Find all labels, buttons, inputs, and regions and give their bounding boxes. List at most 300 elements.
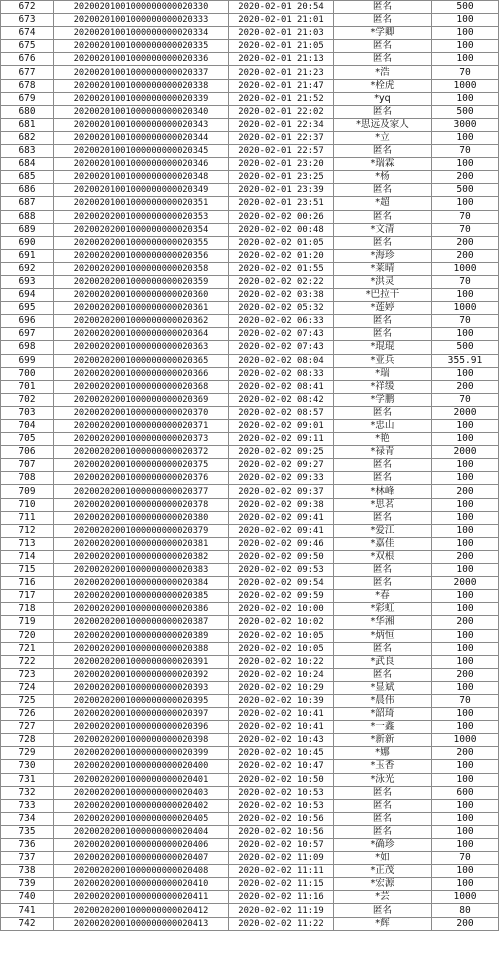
row-index-cell[interactable]: 701 — [1, 380, 54, 393]
amount-cell[interactable]: 70 — [432, 275, 499, 288]
timestamp-cell[interactable]: 2020-02-01 23:20 — [229, 158, 334, 171]
order-number-cell[interactable]: 20200201001000000000020330 — [54, 1, 229, 14]
row-index-cell[interactable]: 718 — [1, 603, 54, 616]
timestamp-cell[interactable]: 2020-02-02 10:45 — [229, 747, 334, 760]
amount-cell[interactable]: 3000 — [432, 118, 499, 131]
order-number-cell[interactable]: 20200202001000000000020393 — [54, 681, 229, 694]
order-number-cell[interactable]: 20200201001000000000020346 — [54, 158, 229, 171]
order-number-cell[interactable]: 20200202001000000000020382 — [54, 550, 229, 563]
order-number-cell[interactable]: 20200201001000000000020336 — [54, 53, 229, 66]
amount-cell[interactable]: 355.91 — [432, 354, 499, 367]
timestamp-cell[interactable]: 2020-02-02 10:24 — [229, 668, 334, 681]
order-number-cell[interactable]: 20200202001000000000020398 — [54, 734, 229, 747]
timestamp-cell[interactable]: 2020-02-01 21:01 — [229, 14, 334, 27]
timestamp-cell[interactable]: 2020-02-02 10:41 — [229, 721, 334, 734]
amount-cell[interactable]: 70 — [432, 66, 499, 79]
amount-cell[interactable]: 100 — [432, 708, 499, 721]
row-index-cell[interactable]: 696 — [1, 315, 54, 328]
timestamp-cell[interactable]: 2020-02-02 10:53 — [229, 799, 334, 812]
row-index-cell[interactable]: 742 — [1, 917, 54, 930]
amount-cell[interactable]: 200 — [432, 747, 499, 760]
amount-cell[interactable]: 100 — [432, 629, 499, 642]
row-index-cell[interactable]: 689 — [1, 223, 54, 236]
donor-name-cell[interactable]: *新新 — [334, 734, 432, 747]
donor-name-cell[interactable]: *杨 — [334, 171, 432, 184]
order-number-cell[interactable]: 20200202001000000000020362 — [54, 315, 229, 328]
row-index-cell[interactable]: 712 — [1, 524, 54, 537]
order-number-cell[interactable]: 20200202001000000000020370 — [54, 406, 229, 419]
order-number-cell[interactable]: 20200202001000000000020366 — [54, 367, 229, 380]
order-number-cell[interactable]: 20200201001000000000020334 — [54, 27, 229, 40]
timestamp-cell[interactable]: 2020-02-02 00:26 — [229, 210, 334, 223]
amount-cell[interactable]: 100 — [432, 773, 499, 786]
timestamp-cell[interactable]: 2020-02-02 03:38 — [229, 289, 334, 302]
donor-name-cell[interactable]: *辉 — [334, 917, 432, 930]
donor-name-cell[interactable]: *海珍 — [334, 249, 432, 262]
amount-cell[interactable]: 2000 — [432, 446, 499, 459]
row-index-cell[interactable]: 730 — [1, 760, 54, 773]
donor-name-cell[interactable]: *洪灵 — [334, 275, 432, 288]
order-number-cell[interactable]: 20200202001000000000020373 — [54, 433, 229, 446]
amount-cell[interactable]: 500 — [432, 105, 499, 118]
donor-name-cell[interactable]: 匿名 — [334, 459, 432, 472]
donor-name-cell[interactable]: 匿名 — [334, 406, 432, 419]
order-number-cell[interactable]: 20200201001000000000020349 — [54, 184, 229, 197]
order-number-cell[interactable]: 20200201001000000000020348 — [54, 171, 229, 184]
row-index-cell[interactable]: 694 — [1, 289, 54, 302]
timestamp-cell[interactable]: 2020-02-02 08:41 — [229, 380, 334, 393]
timestamp-cell[interactable]: 2020-02-02 07:43 — [229, 328, 334, 341]
timestamp-cell[interactable]: 2020-02-01 20:54 — [229, 1, 334, 14]
timestamp-cell[interactable]: 2020-02-02 09:50 — [229, 550, 334, 563]
amount-cell[interactable]: 200 — [432, 380, 499, 393]
order-number-cell[interactable]: 20200202001000000000020377 — [54, 485, 229, 498]
row-index-cell[interactable]: 735 — [1, 825, 54, 838]
donor-name-cell[interactable]: *栓虎 — [334, 79, 432, 92]
donor-name-cell[interactable]: *如 — [334, 852, 432, 865]
row-index-cell[interactable]: 691 — [1, 249, 54, 262]
timestamp-cell[interactable]: 2020-02-02 09:54 — [229, 577, 334, 590]
donor-name-cell[interactable]: *瑞 — [334, 367, 432, 380]
timestamp-cell[interactable]: 2020-02-01 23:51 — [229, 197, 334, 210]
order-number-cell[interactable]: 20200202001000000000020403 — [54, 786, 229, 799]
order-number-cell[interactable]: 20200202001000000000020372 — [54, 446, 229, 459]
row-index-cell[interactable]: 675 — [1, 40, 54, 53]
order-number-cell[interactable]: 20200202001000000000020411 — [54, 891, 229, 904]
timestamp-cell[interactable]: 2020-02-02 10:02 — [229, 616, 334, 629]
timestamp-cell[interactable]: 2020-02-02 11:11 — [229, 865, 334, 878]
row-index-cell[interactable]: 727 — [1, 721, 54, 734]
donor-name-cell[interactable]: *忠山 — [334, 420, 432, 433]
order-number-cell[interactable]: 20200202001000000000020353 — [54, 210, 229, 223]
donor-name-cell[interactable]: 匿名 — [334, 642, 432, 655]
timestamp-cell[interactable]: 2020-02-02 09:41 — [229, 524, 334, 537]
timestamp-cell[interactable]: 2020-02-02 10:50 — [229, 773, 334, 786]
amount-cell[interactable]: 100 — [432, 590, 499, 603]
row-index-cell[interactable]: 723 — [1, 668, 54, 681]
row-index-cell[interactable]: 693 — [1, 275, 54, 288]
order-number-cell[interactable]: 20200202001000000000020397 — [54, 708, 229, 721]
donor-name-cell[interactable]: *晨伟 — [334, 694, 432, 707]
donor-name-cell[interactable]: *莱晴 — [334, 262, 432, 275]
amount-cell[interactable]: 100 — [432, 511, 499, 524]
amount-cell[interactable]: 100 — [432, 328, 499, 341]
timestamp-cell[interactable]: 2020-02-02 08:57 — [229, 406, 334, 419]
amount-cell[interactable]: 100 — [432, 289, 499, 302]
donor-name-cell[interactable]: *思茗 — [334, 498, 432, 511]
order-number-cell[interactable]: 20200201001000000000020351 — [54, 197, 229, 210]
timestamp-cell[interactable]: 2020-02-02 11:15 — [229, 878, 334, 891]
timestamp-cell[interactable]: 2020-02-02 10:22 — [229, 655, 334, 668]
donor-name-cell[interactable]: 匿名 — [334, 184, 432, 197]
donor-name-cell[interactable]: *学卿 — [334, 27, 432, 40]
row-index-cell[interactable]: 702 — [1, 393, 54, 406]
timestamp-cell[interactable]: 2020-02-01 22:57 — [229, 145, 334, 158]
order-number-cell[interactable]: 20200202001000000000020387 — [54, 616, 229, 629]
row-index-cell[interactable]: 733 — [1, 799, 54, 812]
order-number-cell[interactable]: 20200202001000000000020399 — [54, 747, 229, 760]
amount-cell[interactable]: 1000 — [432, 891, 499, 904]
row-index-cell[interactable]: 679 — [1, 92, 54, 105]
order-number-cell[interactable]: 20200201001000000000020343 — [54, 118, 229, 131]
order-number-cell[interactable]: 20200201001000000000020335 — [54, 40, 229, 53]
donor-name-cell[interactable]: 匿名 — [334, 786, 432, 799]
amount-cell[interactable]: 100 — [432, 27, 499, 40]
timestamp-cell[interactable]: 2020-02-01 22:34 — [229, 118, 334, 131]
amount-cell[interactable]: 100 — [432, 498, 499, 511]
amount-cell[interactable]: 100 — [432, 197, 499, 210]
amount-cell[interactable]: 100 — [432, 433, 499, 446]
donor-name-cell[interactable]: 匿名 — [334, 564, 432, 577]
donor-name-cell[interactable]: *禄青 — [334, 446, 432, 459]
row-index-cell[interactable]: 710 — [1, 498, 54, 511]
amount-cell[interactable]: 100 — [432, 537, 499, 550]
donor-name-cell[interactable]: *立 — [334, 131, 432, 144]
amount-cell[interactable]: 100 — [432, 40, 499, 53]
timestamp-cell[interactable]: 2020-02-02 09:11 — [229, 433, 334, 446]
amount-cell[interactable]: 100 — [432, 655, 499, 668]
donor-name-cell[interactable]: 匿名 — [334, 105, 432, 118]
amount-cell[interactable]: 1000 — [432, 79, 499, 92]
amount-cell[interactable]: 100 — [432, 459, 499, 472]
timestamp-cell[interactable]: 2020-02-02 08:04 — [229, 354, 334, 367]
donor-name-cell[interactable]: *一鑫 — [334, 721, 432, 734]
timestamp-cell[interactable]: 2020-02-02 00:48 — [229, 223, 334, 236]
order-number-cell[interactable]: 20200202001000000000020355 — [54, 236, 229, 249]
order-number-cell[interactable]: 20200202001000000000020369 — [54, 393, 229, 406]
amount-cell[interactable]: 1000 — [432, 302, 499, 315]
row-index-cell[interactable]: 686 — [1, 184, 54, 197]
order-number-cell[interactable]: 20200202001000000000020392 — [54, 668, 229, 681]
row-index-cell[interactable]: 687 — [1, 197, 54, 210]
row-index-cell[interactable]: 673 — [1, 14, 54, 27]
row-index-cell[interactable]: 680 — [1, 105, 54, 118]
row-index-cell[interactable]: 674 — [1, 27, 54, 40]
order-number-cell[interactable]: 20200202001000000000020371 — [54, 420, 229, 433]
row-index-cell[interactable]: 728 — [1, 734, 54, 747]
amount-cell[interactable]: 200 — [432, 236, 499, 249]
row-index-cell[interactable]: 715 — [1, 564, 54, 577]
amount-cell[interactable]: 200 — [432, 171, 499, 184]
order-number-cell[interactable]: 20200202001000000000020413 — [54, 917, 229, 930]
timestamp-cell[interactable]: 2020-02-02 11:16 — [229, 891, 334, 904]
row-index-cell[interactable]: 697 — [1, 328, 54, 341]
timestamp-cell[interactable]: 2020-02-02 09:37 — [229, 485, 334, 498]
row-index-cell[interactable]: 724 — [1, 681, 54, 694]
amount-cell[interactable]: 100 — [432, 420, 499, 433]
donor-name-cell[interactable]: *嘉佳 — [334, 537, 432, 550]
amount-cell[interactable]: 80 — [432, 904, 499, 917]
donor-name-cell[interactable]: 匿名 — [334, 799, 432, 812]
order-number-cell[interactable]: 20200202001000000000020401 — [54, 773, 229, 786]
timestamp-cell[interactable]: 2020-02-02 10:39 — [229, 694, 334, 707]
order-number-cell[interactable]: 20200202001000000000020358 — [54, 262, 229, 275]
donor-name-cell[interactable]: *超 — [334, 197, 432, 210]
row-index-cell[interactable]: 695 — [1, 302, 54, 315]
amount-cell[interactable]: 100 — [432, 53, 499, 66]
timestamp-cell[interactable]: 2020-02-02 11:22 — [229, 917, 334, 930]
amount-cell[interactable]: 200 — [432, 249, 499, 262]
donor-name-cell[interactable]: *祥缓 — [334, 380, 432, 393]
timestamp-cell[interactable]: 2020-02-02 09:59 — [229, 590, 334, 603]
order-number-cell[interactable]: 20200202001000000000020400 — [54, 760, 229, 773]
amount-cell[interactable]: 70 — [432, 694, 499, 707]
row-index-cell[interactable]: 681 — [1, 118, 54, 131]
row-index-cell[interactable]: 722 — [1, 655, 54, 668]
row-index-cell[interactable]: 738 — [1, 865, 54, 878]
timestamp-cell[interactable]: 2020-02-02 08:42 — [229, 393, 334, 406]
row-index-cell[interactable]: 676 — [1, 53, 54, 66]
order-number-cell[interactable]: 20200202001000000000020383 — [54, 564, 229, 577]
row-index-cell[interactable]: 739 — [1, 878, 54, 891]
amount-cell[interactable]: 500 — [432, 1, 499, 14]
donor-name-cell[interactable]: *宏源 — [334, 878, 432, 891]
donor-name-cell[interactable]: 匿名 — [334, 145, 432, 158]
donor-name-cell[interactable]: *泳光 — [334, 773, 432, 786]
row-index-cell[interactable]: 717 — [1, 590, 54, 603]
donor-name-cell[interactable]: *林峰 — [334, 485, 432, 498]
donor-name-cell[interactable]: 匿名 — [334, 511, 432, 524]
order-number-cell[interactable]: 20200201001000000000020339 — [54, 92, 229, 105]
donor-name-cell[interactable]: *玉香 — [334, 760, 432, 773]
amount-cell[interactable]: 100 — [432, 681, 499, 694]
donor-name-cell[interactable]: *瑞霖 — [334, 158, 432, 171]
order-number-cell[interactable]: 20200202001000000000020364 — [54, 328, 229, 341]
timestamp-cell[interactable]: 2020-02-02 10:56 — [229, 825, 334, 838]
amount-cell[interactable]: 100 — [432, 14, 499, 27]
amount-cell[interactable]: 70 — [432, 852, 499, 865]
timestamp-cell[interactable]: 2020-02-02 10:57 — [229, 839, 334, 852]
order-number-cell[interactable]: 20200202001000000000020406 — [54, 839, 229, 852]
donor-name-cell[interactable]: 匿名 — [334, 668, 432, 681]
donor-name-cell[interactable]: 匿名 — [334, 472, 432, 485]
amount-cell[interactable]: 100 — [432, 158, 499, 171]
order-number-cell[interactable]: 20200202001000000000020378 — [54, 498, 229, 511]
order-number-cell[interactable]: 20200201001000000000020340 — [54, 105, 229, 118]
order-number-cell[interactable]: 20200202001000000000020368 — [54, 380, 229, 393]
row-index-cell[interactable]: 704 — [1, 420, 54, 433]
order-number-cell[interactable]: 20200202001000000000020385 — [54, 590, 229, 603]
row-index-cell[interactable]: 706 — [1, 446, 54, 459]
donor-name-cell[interactable]: *yq — [334, 92, 432, 105]
row-index-cell[interactable]: 692 — [1, 262, 54, 275]
timestamp-cell[interactable]: 2020-02-02 01:05 — [229, 236, 334, 249]
donor-name-cell[interactable]: 匿名 — [334, 904, 432, 917]
amount-cell[interactable]: 70 — [432, 145, 499, 158]
row-index-cell[interactable]: 685 — [1, 171, 54, 184]
row-index-cell[interactable]: 716 — [1, 577, 54, 590]
donor-name-cell[interactable]: *爱江 — [334, 524, 432, 537]
timestamp-cell[interactable]: 2020-02-01 21:23 — [229, 66, 334, 79]
amount-cell[interactable]: 100 — [432, 524, 499, 537]
row-index-cell[interactable]: 678 — [1, 79, 54, 92]
amount-cell[interactable]: 70 — [432, 210, 499, 223]
donor-name-cell[interactable]: *艳 — [334, 433, 432, 446]
donor-name-cell[interactable]: *华湘 — [334, 616, 432, 629]
order-number-cell[interactable]: 20200202001000000000020379 — [54, 524, 229, 537]
amount-cell[interactable]: 500 — [432, 184, 499, 197]
order-number-cell[interactable]: 20200202001000000000020389 — [54, 629, 229, 642]
row-index-cell[interactable]: 705 — [1, 433, 54, 446]
timestamp-cell[interactable]: 2020-02-01 21:03 — [229, 27, 334, 40]
row-index-cell[interactable]: 734 — [1, 812, 54, 825]
order-number-cell[interactable]: 20200202001000000000020410 — [54, 878, 229, 891]
order-number-cell[interactable]: 20200202001000000000020360 — [54, 289, 229, 302]
row-index-cell[interactable]: 737 — [1, 852, 54, 865]
timestamp-cell[interactable]: 2020-02-02 10:43 — [229, 734, 334, 747]
amount-cell[interactable]: 100 — [432, 799, 499, 812]
row-index-cell[interactable]: 725 — [1, 694, 54, 707]
donor-name-cell[interactable]: *亚兵 — [334, 354, 432, 367]
row-index-cell[interactable]: 740 — [1, 891, 54, 904]
timestamp-cell[interactable]: 2020-02-02 01:55 — [229, 262, 334, 275]
amount-cell[interactable]: 100 — [432, 92, 499, 105]
timestamp-cell[interactable]: 2020-02-02 06:33 — [229, 315, 334, 328]
row-index-cell[interactable]: 726 — [1, 708, 54, 721]
donor-name-cell[interactable]: *巴拉干 — [334, 289, 432, 302]
donor-name-cell[interactable]: *娜 — [334, 747, 432, 760]
row-index-cell[interactable]: 688 — [1, 210, 54, 223]
amount-cell[interactable]: 200 — [432, 550, 499, 563]
donor-name-cell[interactable]: 匿名 — [334, 210, 432, 223]
donor-name-cell[interactable]: 匿名 — [334, 315, 432, 328]
amount-cell[interactable]: 1000 — [432, 262, 499, 275]
row-index-cell[interactable]: 711 — [1, 511, 54, 524]
row-index-cell[interactable]: 741 — [1, 904, 54, 917]
amount-cell[interactable]: 70 — [432, 393, 499, 406]
donor-name-cell[interactable]: 匿名 — [334, 1, 432, 14]
order-number-cell[interactable]: 20200202001000000000020391 — [54, 655, 229, 668]
donor-name-cell[interactable]: *学鹏 — [334, 393, 432, 406]
row-index-cell[interactable]: 721 — [1, 642, 54, 655]
amount-cell[interactable]: 600 — [432, 786, 499, 799]
donor-name-cell[interactable]: *显斌 — [334, 681, 432, 694]
donor-name-cell[interactable]: *炳恒 — [334, 629, 432, 642]
donor-name-cell[interactable]: *正茂 — [334, 865, 432, 878]
timestamp-cell[interactable]: 2020-02-02 10:53 — [229, 786, 334, 799]
amount-cell[interactable]: 100 — [432, 878, 499, 891]
row-index-cell[interactable]: 672 — [1, 1, 54, 14]
order-number-cell[interactable]: 20200202001000000000020361 — [54, 302, 229, 315]
row-index-cell[interactable]: 683 — [1, 145, 54, 158]
amount-cell[interactable]: 100 — [432, 564, 499, 577]
amount-cell[interactable]: 100 — [432, 603, 499, 616]
amount-cell[interactable]: 200 — [432, 616, 499, 629]
row-index-cell[interactable]: 698 — [1, 341, 54, 354]
order-number-cell[interactable]: 20200201001000000000020345 — [54, 145, 229, 158]
order-number-cell[interactable]: 20200202001000000000020356 — [54, 249, 229, 262]
donor-name-cell[interactable]: *彩虹 — [334, 603, 432, 616]
timestamp-cell[interactable]: 2020-02-01 23:39 — [229, 184, 334, 197]
timestamp-cell[interactable]: 2020-02-02 11:19 — [229, 904, 334, 917]
donor-name-cell[interactable]: *芸 — [334, 891, 432, 904]
order-number-cell[interactable]: 20200202001000000000020375 — [54, 459, 229, 472]
row-index-cell[interactable]: 714 — [1, 550, 54, 563]
order-number-cell[interactable]: 20200202001000000000020396 — [54, 721, 229, 734]
amount-cell[interactable]: 1000 — [432, 734, 499, 747]
donor-name-cell[interactable]: *武良 — [334, 655, 432, 668]
timestamp-cell[interactable]: 2020-02-02 09:01 — [229, 420, 334, 433]
donor-name-cell[interactable]: 匿名 — [334, 236, 432, 249]
amount-cell[interactable]: 100 — [432, 721, 499, 734]
amount-cell[interactable]: 100 — [432, 865, 499, 878]
amount-cell[interactable]: 100 — [432, 825, 499, 838]
order-number-cell[interactable]: 20200201001000000000020333 — [54, 14, 229, 27]
row-index-cell[interactable]: 677 — [1, 66, 54, 79]
amount-cell[interactable]: 70 — [432, 315, 499, 328]
order-number-cell[interactable]: 20200202001000000000020376 — [54, 472, 229, 485]
donor-name-cell[interactable]: *确珍 — [334, 839, 432, 852]
order-number-cell[interactable]: 20200202001000000000020363 — [54, 341, 229, 354]
timestamp-cell[interactable]: 2020-02-02 10:05 — [229, 642, 334, 655]
donor-name-cell[interactable]: *春 — [334, 590, 432, 603]
timestamp-cell[interactable]: 2020-02-02 08:33 — [229, 367, 334, 380]
order-number-cell[interactable]: 20200202001000000000020381 — [54, 537, 229, 550]
order-number-cell[interactable]: 20200202001000000000020405 — [54, 812, 229, 825]
row-index-cell[interactable]: 684 — [1, 158, 54, 171]
timestamp-cell[interactable]: 2020-02-01 21:13 — [229, 53, 334, 66]
timestamp-cell[interactable]: 2020-02-02 10:56 — [229, 812, 334, 825]
timestamp-cell[interactable]: 2020-02-01 23:25 — [229, 171, 334, 184]
row-index-cell[interactable]: 708 — [1, 472, 54, 485]
donor-name-cell[interactable]: 匿名 — [334, 825, 432, 838]
amount-cell[interactable]: 100 — [432, 642, 499, 655]
timestamp-cell[interactable]: 2020-02-02 09:27 — [229, 459, 334, 472]
row-index-cell[interactable]: 707 — [1, 459, 54, 472]
amount-cell[interactable]: 100 — [432, 367, 499, 380]
order-number-cell[interactable]: 20200202001000000000020395 — [54, 694, 229, 707]
amount-cell[interactable]: 200 — [432, 917, 499, 930]
timestamp-cell[interactable]: 2020-02-02 10:41 — [229, 708, 334, 721]
donor-name-cell[interactable]: 匿名 — [334, 812, 432, 825]
row-index-cell[interactable]: 690 — [1, 236, 54, 249]
order-number-cell[interactable]: 20200202001000000000020380 — [54, 511, 229, 524]
order-number-cell[interactable]: 20200201001000000000020344 — [54, 131, 229, 144]
donor-name-cell[interactable]: 匿名 — [334, 577, 432, 590]
timestamp-cell[interactable]: 2020-02-01 21:47 — [229, 79, 334, 92]
amount-cell[interactable]: 100 — [432, 760, 499, 773]
amount-cell[interactable]: 200 — [432, 668, 499, 681]
timestamp-cell[interactable]: 2020-02-02 11:09 — [229, 852, 334, 865]
timestamp-cell[interactable]: 2020-02-02 05:32 — [229, 302, 334, 315]
donor-name-cell[interactable]: 匿名 — [334, 53, 432, 66]
order-number-cell[interactable]: 20200202001000000000020388 — [54, 642, 229, 655]
order-number-cell[interactable]: 20200202001000000000020365 — [54, 354, 229, 367]
order-number-cell[interactable]: 20200201001000000000020338 — [54, 79, 229, 92]
donor-name-cell[interactable]: *思远及家人 — [334, 118, 432, 131]
row-index-cell[interactable]: 720 — [1, 629, 54, 642]
donor-name-cell[interactable]: 匿名 — [334, 40, 432, 53]
